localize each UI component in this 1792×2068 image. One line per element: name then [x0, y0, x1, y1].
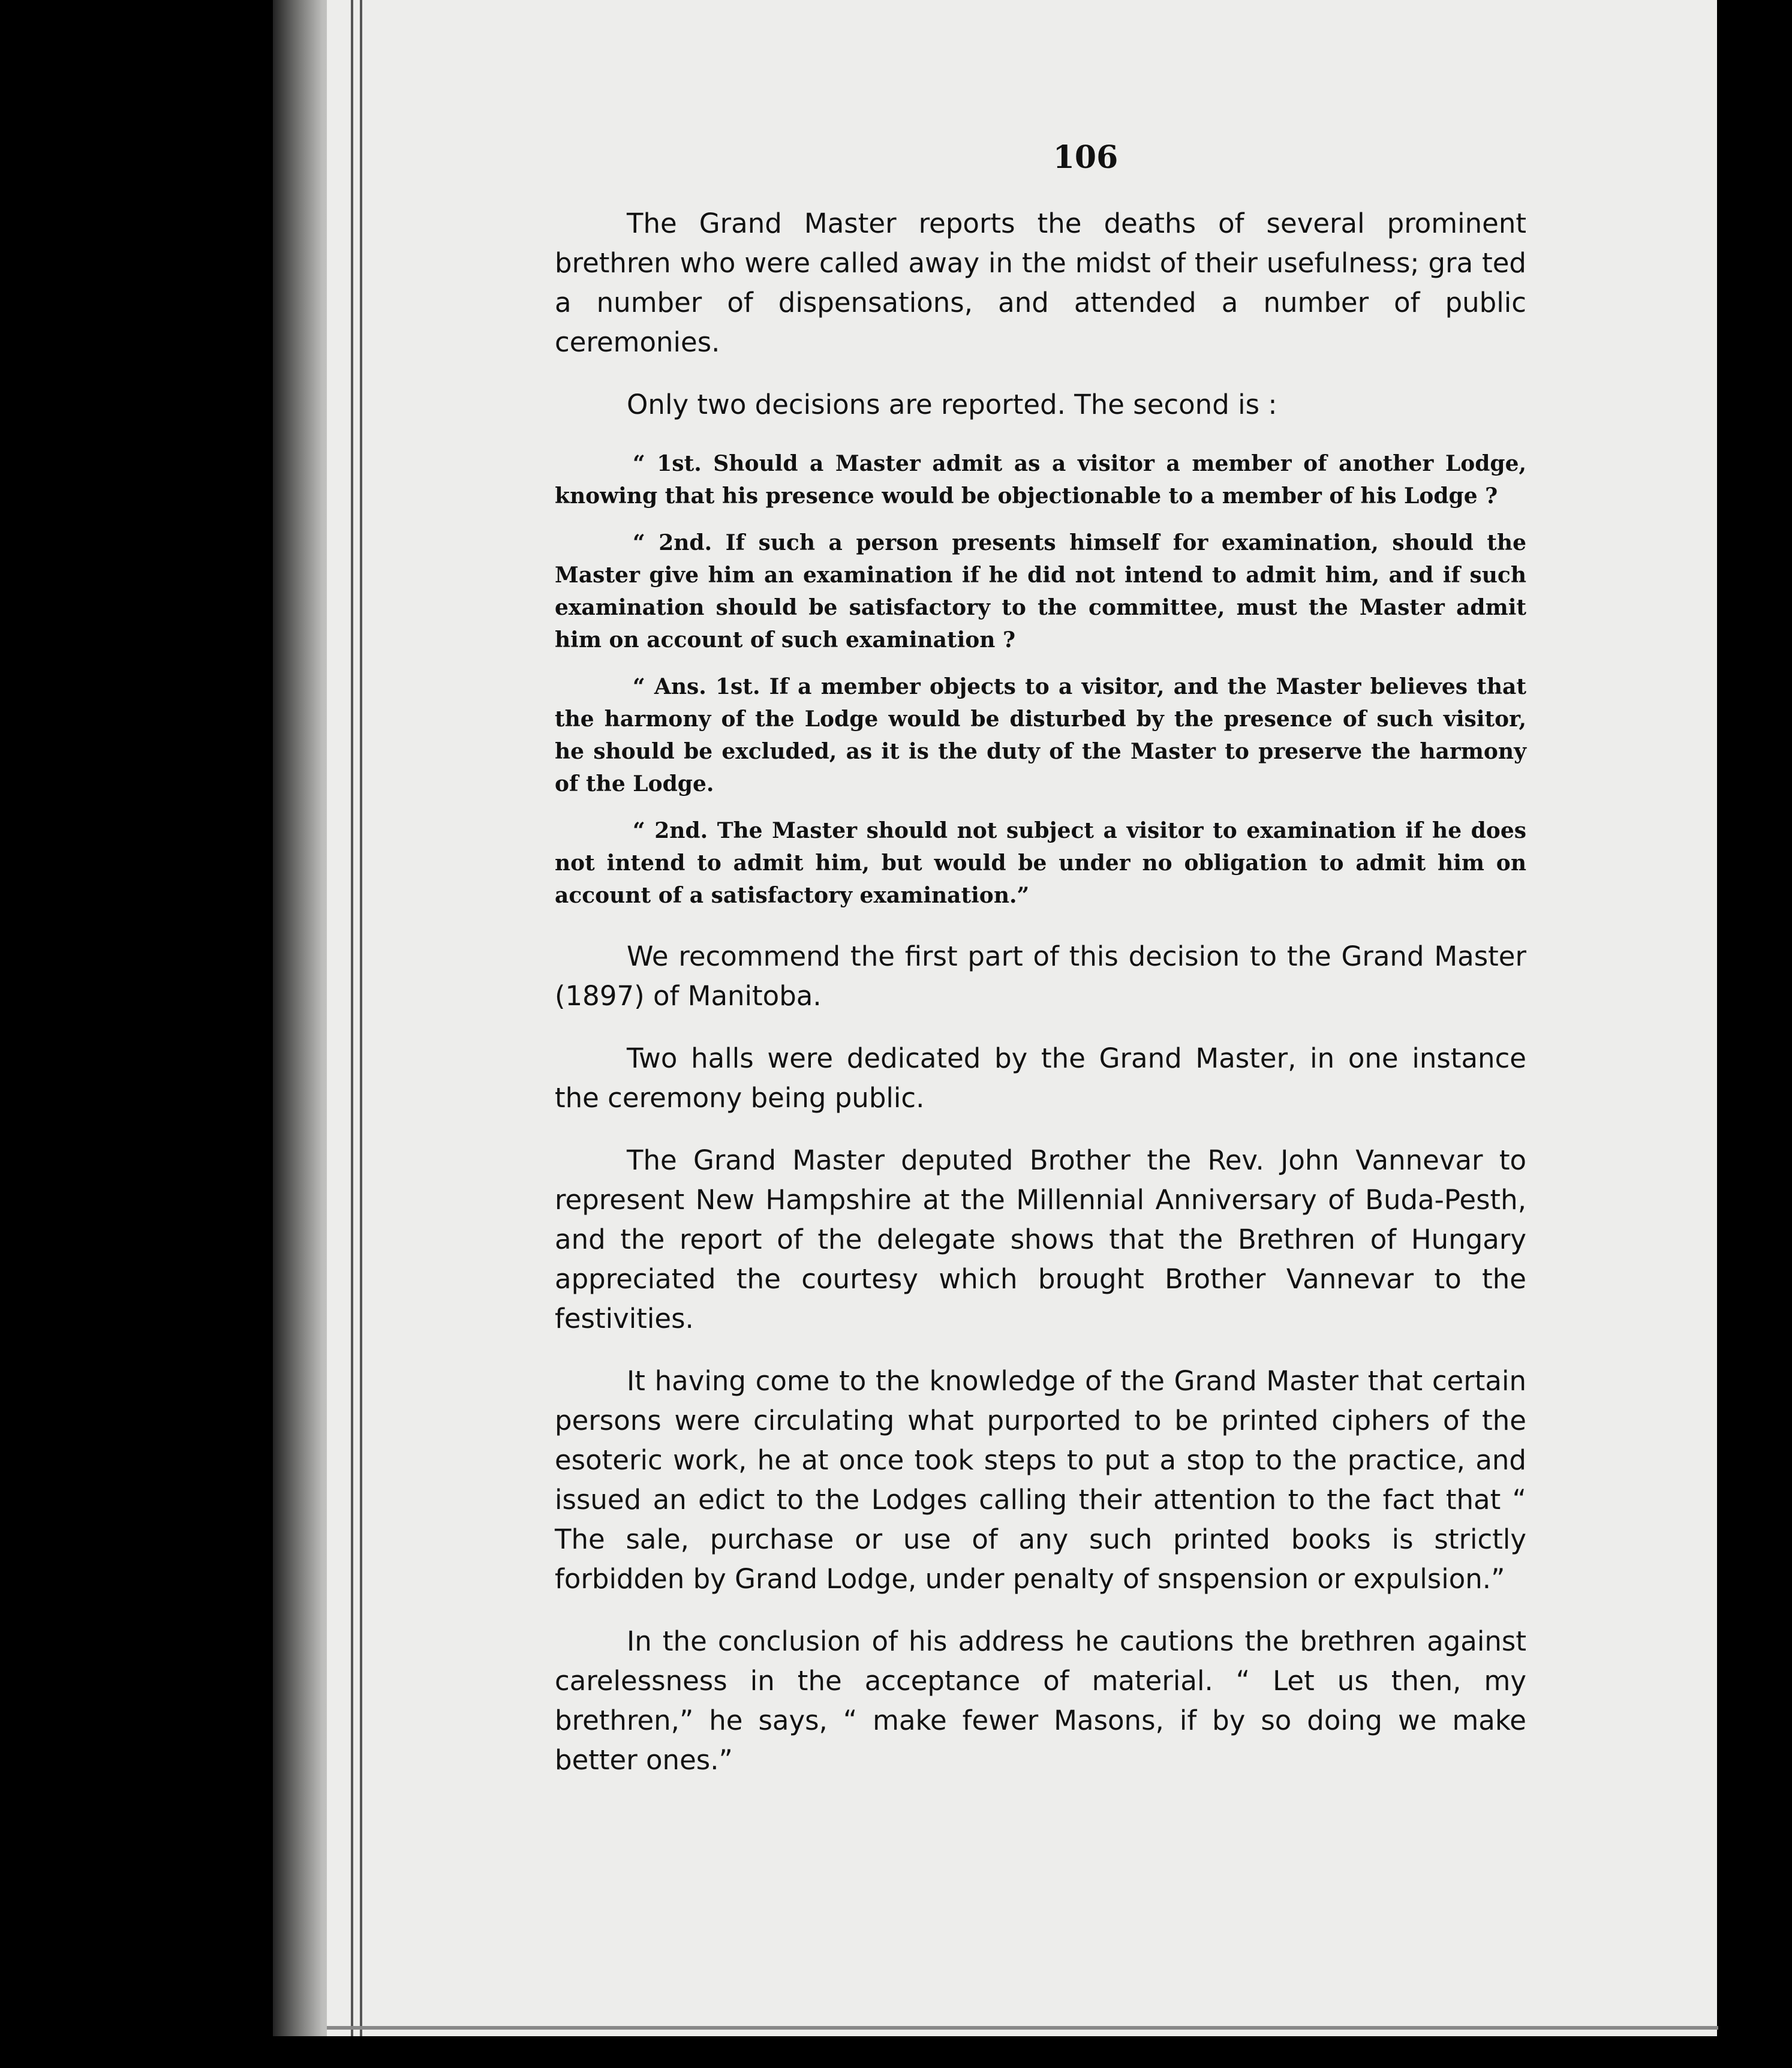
paragraph-deaths: The Grand Master reports the deaths of several prominent brethren who were called away in the midst of their usefulness; gra ted a number of dispensations, and attended a number of public ceremonies. — [555, 208, 1526, 358]
gutter-line — [360, 0, 362, 2039]
quoted-decisions — [555, 447, 1526, 912]
quote-question-1: “ 1st. Should a Master admit as a visitor a member of another Lodge, knowing that his presence would be objectionable to a member of his Lodge ? — [555, 451, 1526, 509]
paragraph-buda-pesth: The Grand Master deputed Brother the Rev. John Vannevar to represent New Hampshire at the Millennial Anniversary of Buda-Pesth, and the report of the delegate shows that the Brethren of Hungary appreciated the courtesy which brought Brother Vannevar to the festivities. — [555, 1144, 1526, 1334]
bottom-scan-edge — [0, 2036, 1792, 2068]
paragraph-conclusion: In the conclusion of his address he cautions the brethren against carelessness in the acceptance of material. “ Let us then, my brethren,” he says, “ make fewer Masons, if by so doing we make better ones.” — [555, 1625, 1526, 1776]
gutter-line — [351, 0, 353, 2039]
page-number: 106 — [1053, 139, 1119, 176]
text-column — [555, 204, 1526, 1803]
paragraph-decisions-intro: Only two decisions are reported. The second is : — [627, 389, 1277, 420]
quote-question-2: “ 2nd. If such a person presents himself for examination, should the Master give him an examination if he did not intend to admit him, and if such examination should be satisfactory to the committee, must the Master admit him on account of such examination ? — [555, 530, 1526, 653]
paragraph-edict: It having come to the knowledge of the Grand Master that certain persons were circulating what purported to be printed ciphers of the esoteric work, he at once took steps to put a stop to the practice, and issued an edict to the Lodges calling their attention to the fact that “ The sale, purchase or use of any such printed books is strictly forbidden by Grand Lodge, under penalty of snspension or expulsion.” — [555, 1365, 1526, 1595]
page-bottom-edge — [327, 2026, 1718, 2030]
quote-answer-2: “ 2nd. The Master should not subject a visitor to examination if he does not intend to admit him, but would be under no obligation to admit him on account of a satisfactory examination.” — [555, 818, 1526, 908]
quote-answer-1: “ Ans. 1st. If a member objects to a visitor, and the Master believes that the harmony of the Lodge would be disturbed by the presence of such visitor, he should be excluded, as it is the duty of the Master to preserve the harmony of the Lodge. — [555, 674, 1526, 796]
right-scan-edge — [1717, 0, 1792, 2068]
paragraph-halls: Two halls were dedicated by the Grand Master, in one instance the ceremony being public. — [555, 1042, 1526, 1114]
paragraph-recommend: We recommend the first part of this decision to the Grand Master (1897) of Manitoba. — [555, 940, 1526, 1012]
